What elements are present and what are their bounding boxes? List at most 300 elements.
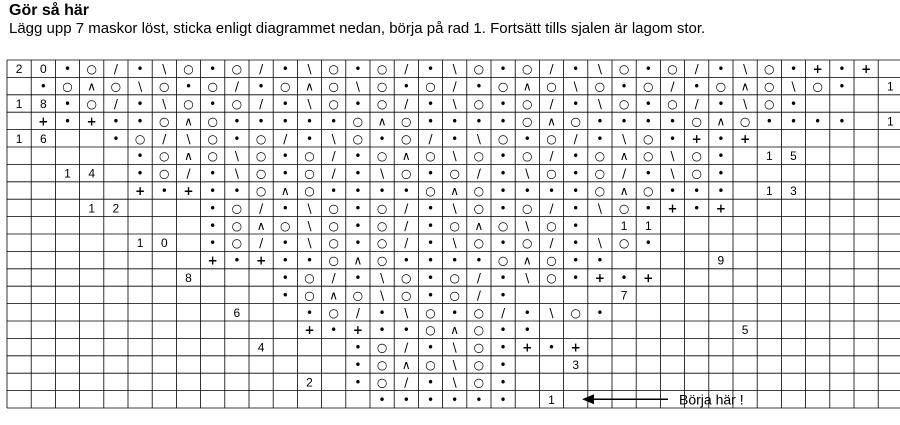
stitch-symbol: ○ (449, 218, 460, 233)
stitch-symbol: • (281, 236, 289, 251)
stitch-symbol: \ (452, 236, 457, 251)
stitch-symbol: ○ (376, 218, 388, 233)
stitch-symbol: • (668, 114, 677, 129)
stitch-symbol: \ (670, 166, 675, 181)
stitch-symbol: • (354, 62, 362, 77)
stitch-symbol: • (572, 218, 580, 233)
stitch-symbol: ○ (207, 149, 218, 164)
stitch-symbol: • (136, 149, 144, 164)
stitch-symbol: + (594, 271, 605, 285)
stitch-symbol: ○ (594, 79, 606, 94)
stitch-symbol: / (670, 79, 675, 94)
stitch-symbol: ○ (304, 166, 315, 181)
row-number: 6 (39, 131, 47, 146)
stitch-symbol: \ (525, 166, 530, 181)
stitch-symbol: • (402, 184, 410, 198)
stitch-symbol: • (499, 62, 507, 77)
row-number: 9 (717, 253, 725, 268)
stitch-symbol: + (522, 340, 533, 355)
stitch-symbol: \ (307, 97, 312, 111)
stitch-symbol: ∧ (716, 114, 726, 129)
stitch-symbol: \ (162, 97, 167, 111)
stitch-symbol: ○ (86, 62, 97, 77)
stitch-symbol: • (233, 114, 241, 129)
stitch-symbol: + (715, 201, 726, 216)
stitch-symbol: ○ (522, 114, 533, 129)
stitch-symbol: • (572, 149, 580, 164)
stitch-symbol: • (499, 236, 507, 251)
stitch-symbol: • (475, 253, 483, 268)
stitch-symbol: ○ (449, 271, 460, 285)
stitch-symbol: + (667, 201, 678, 216)
stitch-symbol: • (233, 184, 241, 198)
stitch-symbol: ∧ (256, 218, 266, 233)
stitch-symbol: ∧ (522, 253, 532, 268)
stitch-symbol: • (451, 253, 459, 268)
stitch-symbol: ○ (207, 79, 218, 94)
stitch-symbol: • (451, 305, 459, 320)
stitch-symbol: \ (597, 97, 602, 111)
stitch-symbol: ○ (473, 375, 485, 390)
stitch-symbol: • (717, 149, 725, 164)
stitch-symbol: • (596, 131, 604, 146)
stitch-symbol: • (547, 340, 556, 355)
stitch-symbol: ○ (594, 184, 606, 198)
stitch-symbol: ○ (667, 62, 678, 77)
stitch-symbol: ○ (618, 62, 630, 77)
stitch-symbol: ○ (764, 97, 775, 111)
row-number: 1 (15, 131, 23, 146)
stitch-symbol: • (209, 218, 217, 233)
stitch-symbol: ∧ (184, 149, 193, 164)
stitch-symbol: ○ (449, 288, 460, 303)
stitch-symbol: • (668, 184, 677, 198)
stitch-symbol: • (596, 305, 604, 320)
stitch-symbol: / (404, 375, 409, 390)
stitch-symbol: \ (549, 305, 554, 320)
stitch-symbol: • (305, 305, 314, 320)
stitch-symbol: • (644, 166, 652, 181)
stitch-symbol: / (162, 131, 167, 146)
stitch-symbol: • (693, 184, 701, 198)
stitch-symbol: • (644, 236, 652, 251)
stitch-symbol: ○ (255, 131, 267, 146)
stitch-symbol: • (838, 79, 846, 94)
instructions-text: Lägg upp 7 maskor löst, sticka enligt diagrammet nedan, börja på rad 1. Fortsätt tills sjalen är lagom stor. (9, 20, 706, 37)
stitch-symbol: / (355, 305, 360, 320)
stitch-symbol: ○ (352, 131, 364, 146)
stitch-symbol: • (620, 114, 628, 129)
stitch-symbol: • (426, 114, 435, 129)
stitch-symbol: • (305, 131, 314, 146)
stitch-symbol: / (259, 201, 264, 216)
stitch-symbol: • (281, 288, 289, 303)
row-number: 5 (741, 323, 749, 338)
stitch-symbol: / (622, 166, 627, 181)
stitch-symbol: ○ (497, 218, 509, 233)
stitch-symbol: • (209, 62, 217, 77)
stitch-symbol: • (717, 97, 725, 111)
stitch-symbol: • (838, 62, 846, 77)
stitch-symbol: / (549, 97, 554, 111)
stitch-symbol: ∧ (377, 114, 387, 129)
stitch-symbol: ∧ (619, 149, 629, 164)
stitch-symbol: • (572, 97, 580, 111)
stitch-symbol: • (112, 114, 120, 129)
stitch-symbol: ○ (497, 253, 509, 268)
stitch-symbol: • (63, 114, 72, 129)
stitch-symbol: + (352, 323, 363, 338)
stitch-symbol: / (113, 62, 118, 77)
stitch-symbol: ○ (522, 97, 533, 111)
row-number: 7 (620, 288, 628, 303)
stitch-symbol: \ (307, 218, 312, 233)
stitch-symbol: • (596, 114, 604, 129)
stitch-symbol: ○ (231, 236, 243, 251)
stitch-symbol: • (717, 184, 725, 198)
stitch-symbol: \ (452, 340, 457, 355)
stitch-symbol: ○ (643, 79, 654, 94)
stitch-symbol: ∧ (522, 79, 532, 94)
stitch-symbol: \ (307, 236, 312, 251)
row-number: 4 (257, 340, 265, 355)
stitch-symbol: • (209, 97, 217, 111)
stitch-symbol: ○ (328, 201, 339, 216)
stitch-symbol: • (499, 114, 507, 129)
stitch-symbol: • (644, 62, 652, 77)
stitch-symbol: ○ (473, 236, 485, 251)
stitch-symbol: • (717, 62, 725, 77)
stitch-symbol: \ (307, 62, 312, 77)
stitch-symbol: ○ (304, 184, 315, 198)
stitch-symbol: / (428, 131, 433, 146)
stitch-symbol: • (136, 62, 144, 77)
stitch-symbol: ○ (643, 149, 654, 164)
stitch-symbol: ∧ (450, 184, 460, 198)
stitch-symbol: • (184, 79, 193, 94)
stitch-symbol: ○ (183, 97, 194, 111)
stitch-symbol: ∧ (329, 288, 339, 303)
stitch-symbol: • (378, 184, 386, 198)
stitch-symbol: ○ (522, 62, 533, 77)
stitch-symbol: • (499, 184, 507, 198)
row-number: 2 (112, 201, 120, 216)
stitch-symbol: ∧ (619, 184, 629, 198)
stitch-symbol: \ (452, 358, 457, 372)
stitch-symbol: ○ (449, 166, 460, 181)
stitch-symbol: ○ (352, 114, 364, 129)
stitch-symbol: / (404, 62, 409, 77)
stitch-symbol: • (426, 253, 435, 268)
stitch-symbol: ○ (401, 288, 412, 303)
stitch-symbol: ○ (110, 79, 122, 94)
stitch-symbol: + (135, 184, 146, 198)
stitch-symbol: • (402, 392, 410, 407)
stitch-symbol: / (476, 288, 481, 303)
stitch-symbol: \ (355, 79, 360, 94)
stitch-symbol: ○ (376, 97, 388, 111)
stitch-symbol: / (549, 201, 554, 216)
stitch-symbol: ○ (231, 218, 243, 233)
stitch-symbol: • (330, 114, 338, 129)
stitch-symbol: ○ (473, 323, 485, 338)
stitch-symbol: • (281, 62, 289, 77)
stitch-symbol: • (426, 271, 435, 285)
stitch-symbol: • (572, 271, 580, 285)
stitch-symbol: \ (743, 97, 748, 111)
stitch-symbol: + (861, 62, 872, 77)
stitch-symbol: • (499, 375, 507, 390)
stitch-symbol: ○ (231, 62, 243, 77)
stitch-symbol: • (112, 131, 120, 146)
stitch-symbol: ○ (425, 79, 436, 94)
stitch-symbol: ○ (159, 114, 170, 129)
stitch-symbol: ○ (473, 305, 485, 320)
stitch-symbol: • (499, 392, 507, 407)
stitch-symbol: ○ (401, 114, 412, 129)
stitch-symbol: • (717, 166, 725, 181)
row-number: 6 (233, 305, 241, 320)
stitch-symbol: • (378, 131, 386, 146)
stitch-symbol: ○ (618, 236, 630, 251)
stitch-symbol: + (183, 184, 194, 198)
stitch-symbol: • (378, 323, 386, 338)
row-number: 1 (765, 184, 773, 198)
stitch-symbol: \ (597, 62, 602, 77)
stitch-symbol: • (523, 323, 531, 338)
stitch-symbol: • (426, 97, 435, 111)
stitch-symbol: / (501, 305, 506, 320)
stitch-symbol: ○ (401, 131, 412, 146)
stitch-symbol: • (451, 131, 459, 146)
stitch-symbol: • (63, 62, 72, 77)
stitch-symbol: ○ (207, 131, 218, 146)
stitch-symbol: • (499, 288, 507, 303)
stitch-symbol: • (499, 97, 507, 111)
stitch-symbol: • (160, 184, 168, 198)
stitch-symbol: ○ (401, 271, 412, 285)
stitch-symbol: ○ (425, 149, 436, 164)
stitch-symbol: ○ (570, 114, 581, 129)
stitch-symbol: • (717, 131, 725, 146)
stitch-symbol: ○ (376, 340, 388, 355)
stitch-symbol: ○ (739, 114, 751, 129)
stitch-symbol: ○ (255, 166, 267, 181)
stitch-symbol: • (426, 288, 435, 303)
stitch-symbol: • (789, 114, 798, 129)
stitch-symbol: \ (380, 166, 385, 181)
stitch-symbol: \ (380, 271, 385, 285)
stitch-symbol: ○ (134, 131, 146, 146)
stitch-symbol: ∧ (547, 114, 556, 129)
stitch-symbol: ○ (473, 340, 485, 355)
stitch-symbol: ○ (62, 79, 73, 94)
stitch-symbol: • (620, 271, 628, 285)
stitch-symbol: • (354, 149, 362, 164)
stitch-symbol: \ (791, 79, 796, 94)
stitch-symbol: ○ (376, 149, 388, 164)
stitch-symbol: • (378, 392, 386, 407)
stitch-symbol: ○ (328, 253, 339, 268)
stitch-symbol: ○ (473, 97, 485, 111)
stitch-symbol: ○ (425, 358, 436, 372)
stitch-symbol: • (354, 166, 362, 181)
stitch-symbol: ○ (255, 149, 267, 164)
stitch-symbol: \ (307, 201, 312, 216)
stitch-symbol: ○ (764, 62, 775, 77)
stitch-symbol: ○ (570, 305, 581, 320)
stitch-symbol: ○ (207, 114, 218, 129)
stitch-symbol: • (354, 236, 362, 251)
stitch-symbol: \ (452, 201, 457, 216)
stitch-symbol: ○ (401, 166, 412, 181)
stitch-symbol: \ (670, 149, 675, 164)
start-here-label: Börja här ! (679, 391, 744, 408)
stitch-symbol: • (596, 253, 604, 268)
stitch-symbol: \ (404, 305, 409, 320)
stitch-symbol: • (136, 97, 144, 111)
stitch-symbol: ○ (231, 97, 243, 111)
stitch-symbol: / (331, 149, 336, 164)
stitch-symbol: + (304, 323, 315, 338)
stitch-symbol: • (572, 201, 580, 216)
stitch-symbol: ∧ (184, 114, 193, 129)
stitch-symbol: ○ (328, 79, 339, 94)
stitch-symbol: ○ (522, 149, 533, 164)
stitch-symbol: • (426, 375, 435, 390)
stitch-symbol: ○ (643, 184, 654, 198)
row-number: 1 (64, 166, 71, 181)
stitch-symbol: ○ (546, 131, 557, 146)
stitch-symbol: ○ (304, 271, 315, 285)
stitch-symbol: • (644, 201, 652, 216)
page-title: Gör så här (9, 2, 90, 19)
stitch-symbol: • (426, 201, 435, 216)
stitch-symbol: • (789, 97, 798, 111)
stitch-symbol: ∧ (305, 79, 314, 94)
stitch-symbol: ○ (546, 218, 557, 233)
stitch-symbol: / (549, 62, 554, 77)
stitch-symbol: • (693, 201, 701, 216)
stitch-symbol: • (378, 305, 386, 320)
stitch-symbol: / (259, 236, 264, 251)
row-number: 4 (88, 166, 96, 181)
stitch-symbol: • (354, 184, 362, 198)
row-number: 1 (886, 79, 894, 94)
stitch-symbol: / (234, 79, 239, 94)
stitch-symbol: • (233, 131, 241, 146)
stitch-symbol: • (281, 114, 289, 129)
stitch-symbol: • (305, 114, 314, 129)
stitch-symbol: • (426, 236, 435, 251)
stitch-symbol: ○ (473, 201, 485, 216)
row-number: 0 (160, 236, 168, 251)
stitch-symbol: • (426, 392, 435, 407)
stitch-symbol: ○ (328, 305, 339, 320)
stitch-symbol: • (257, 79, 265, 94)
stitch-symbol: ○ (280, 218, 291, 233)
stitch-symbol: \ (331, 131, 336, 146)
stitch-symbol: • (281, 253, 289, 268)
stitch-symbol: ○ (304, 149, 315, 164)
stitch-symbol: / (283, 131, 288, 146)
stitch-symbol: • (426, 166, 435, 181)
stitch-symbol: \ (162, 62, 167, 77)
stitch-symbol: • (523, 131, 531, 146)
stitch-symbol: \ (573, 79, 578, 94)
row-number: 1 (548, 392, 555, 407)
stitch-symbol: + (38, 114, 49, 129)
stitch-symbol: ○ (618, 201, 630, 216)
stitch-symbol: • (281, 271, 289, 285)
stitch-symbol: • (838, 114, 846, 129)
stitch-symbol: ○ (497, 79, 509, 94)
stitch-symbol: • (330, 184, 338, 198)
stitch-symbol: ∧ (280, 184, 290, 198)
stitch-symbol: ∧ (401, 358, 411, 372)
stitch-symbol: • (281, 166, 289, 181)
stitch-symbol: ○ (473, 358, 485, 372)
stitch-symbol: + (256, 253, 267, 268)
stitch-symbol: • (499, 166, 507, 181)
stitch-symbol: \ (525, 271, 530, 285)
stitch-symbol: • (523, 184, 531, 198)
stitch-symbol: ○ (425, 184, 436, 198)
stitch-symbol: ○ (425, 305, 436, 320)
stitch-symbol: ○ (715, 79, 727, 94)
stitch-symbol: ○ (376, 79, 388, 94)
stitch-symbol: ○ (473, 184, 485, 198)
stitch-symbol: ○ (376, 236, 388, 251)
stitch-symbol: • (63, 97, 72, 111)
stitch-symbol: \ (452, 375, 457, 390)
stitch-symbol: ○ (159, 166, 170, 181)
stitch-symbol: • (451, 114, 459, 129)
stitch-symbol: + (691, 131, 702, 146)
stitch-symbol: ○ (352, 288, 364, 303)
stitch-symbol: • (402, 323, 410, 338)
stitch-symbol: \ (138, 79, 143, 94)
stitch-symbol: \ (380, 288, 385, 303)
stitch-symbol: • (572, 184, 580, 198)
stitch-symbol: • (354, 218, 362, 233)
stitch-symbol: ○ (183, 62, 194, 77)
row-number: 8 (39, 97, 47, 111)
stitch-symbol: • (499, 149, 507, 164)
stitch-symbol: • (136, 114, 144, 129)
stitch-symbol: ○ (473, 149, 485, 164)
stitch-symbol: / (549, 149, 554, 164)
stitch-symbol: • (644, 97, 652, 111)
stitch-symbol: ∧ (87, 79, 97, 94)
stitch-symbol: \ (743, 62, 748, 77)
row-number: 1 (15, 97, 23, 111)
stitch-symbol: + (740, 131, 751, 146)
stitch-symbol: ∧ (474, 218, 484, 233)
stitch-symbol: • (330, 323, 338, 338)
row-number: 2 (306, 375, 313, 390)
stitch-symbol: \ (452, 62, 457, 77)
stitch-symbol: ∧ (353, 253, 363, 268)
stitch-symbol: • (281, 149, 289, 164)
stitch-symbol: • (668, 131, 677, 146)
stitch-symbol: ∧ (740, 79, 750, 94)
stitch-symbol: • (572, 62, 580, 77)
stitch-symbol: ○ (667, 97, 678, 111)
stitch-symbol: ○ (376, 62, 388, 77)
stitch-symbol: • (281, 201, 289, 216)
stitch-symbol: • (402, 253, 410, 268)
